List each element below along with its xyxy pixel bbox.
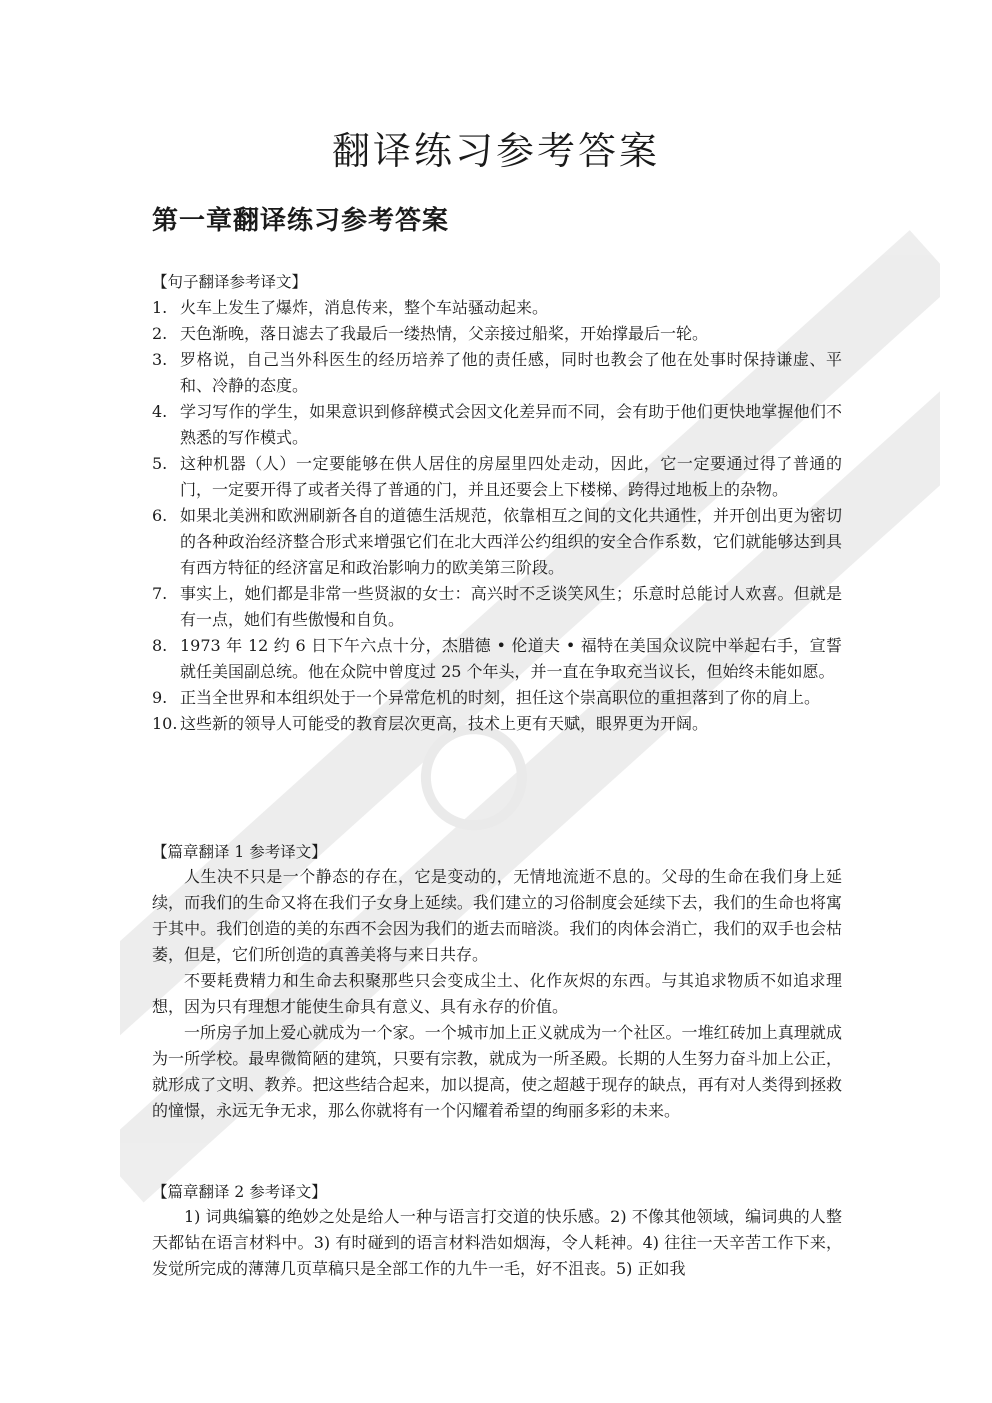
item-number: 10. bbox=[152, 714, 178, 733]
list-item bbox=[152, 399, 842, 451]
item-number: 7. bbox=[152, 584, 168, 603]
item-text: 如果北美洲和欧洲刷新各自的道德生活规范，依靠相互之间的文化共通性，并开创出更为密切的各种政治经济整合形式来增强它们在北大西洋公约组织的安全合作系数，它们就能够达到具有西方特征的经济富足和政治影响力的欧美第三阶段。 bbox=[180, 506, 842, 577]
paragraph: 一所房子加上爱心就成为一个家。一个城市加上正义就成为一个社区。一堆红砖加上真理就成为一所学校。最卑微简陋的建筑，只要有宗教，就成为一所圣殿。长期的人生努力奋斗加上公正，就形成了文明、教养。把这些结合起来，加以提高，使之超越于现存的缺点，再有对人类得到拯救的憧憬，永远无争无求，那么你就将有一个闪耀着希望的绚丽多彩的未来。 bbox=[152, 1023, 842, 1120]
list-item bbox=[152, 295, 842, 321]
item-number: 1. bbox=[152, 298, 168, 317]
item-text: 罗格说，自己当外科医生的经历培养了他的责任感，同时也教会了他在处事时保持谦虚、平和、冷静的态度。 bbox=[180, 350, 842, 395]
item-number: 9. bbox=[152, 688, 168, 707]
item-number: 8. bbox=[152, 636, 168, 655]
passage1-label: 【篇章翻译 1 参考译文】 bbox=[152, 843, 327, 861]
paragraph: 不要耗费精力和生命去积聚那些只会变成尘土、化作灰烬的东西。与其追求物质不如追求理想，因为只有理想才能使生命具有意义、具有永存的价值。 bbox=[152, 971, 842, 1016]
list-item bbox=[152, 503, 842, 581]
item-number: 6. bbox=[152, 506, 168, 525]
list-item bbox=[152, 633, 842, 685]
passage2-label: 【篇章翻译 2 参考译文】 bbox=[152, 1183, 327, 1201]
item-number: 4. bbox=[152, 402, 168, 421]
paragraph: 人生决不只是一个静态的存在，它是变动的，无情地流逝不息的。父母的生命在我们身上延续，而我们的生命又将在我们子女身上延续。我们建立的习俗制度会延续下去，我们的生命也将寓于其中。我们创造的美的东西不会因为我们的逝去而暗淡。我们的肉体会消亡，我们的双手也会枯萎，但是，它们所创造的真善美将与来日共存。 bbox=[152, 867, 842, 964]
list-item bbox=[152, 711, 842, 737]
item-text: 学习写作的学生，如果意识到修辞模式会因文化差异而不同，会有助于他们更快地掌握他们不熟悉的写作模式。 bbox=[180, 402, 842, 447]
item-text: 天色渐晚，落日滤去了我最后一缕热情，父亲接过船桨，开始撑最后一轮。 bbox=[180, 324, 709, 343]
list-item bbox=[152, 685, 842, 711]
sentence-list bbox=[152, 295, 842, 737]
chapter-title: 第一章翻译练习参考答案 bbox=[152, 206, 450, 236]
list-item bbox=[152, 581, 842, 633]
item-text: 事实上，她们都是非常一些贤淑的女士：高兴时不乏谈笑风生；乐意时总能讨人欢喜。但就是有一点，她们有些傲慢和自负。 bbox=[180, 584, 842, 629]
item-text: 正当全世界和本组织处于一个异常危机的时刻，担任这个崇高职位的重担落到了你的肩上。 bbox=[180, 688, 821, 707]
item-number: 5. bbox=[152, 454, 168, 473]
item-text: 火车上发生了爆炸，消息传来，整个车站骚动起来。 bbox=[180, 298, 549, 317]
document-title: 翻译练习参考答案 bbox=[331, 129, 660, 173]
list-item bbox=[152, 321, 842, 347]
sentence-section-label: 【句子翻译参考译文】 bbox=[152, 273, 308, 291]
paragraph: 1) 词典编纂的绝妙之处是给人一种与语言打交道的快乐感。2) 不像其他领域，编词典的人整天都钻在语言材料中。3) 有时碰到的语言材料浩如烟海，令人耗神。4) 往往一天辛苦工作下来，发觉所完成的薄薄几页草稿只是全部工作的九牛一毛，好不沮丧。5) 正如我 bbox=[152, 1207, 842, 1278]
item-text: 1973 年 12 约 6 日下午六点十分，杰腊德 • 伦道夫 • 福特在美国众议院中举起右手，宣誓就任美国副总统。他在众院中曾度过 25 个年头，并一直在争取充当议长，但始终未能如愿。 bbox=[180, 636, 842, 681]
item-number: 3. bbox=[152, 350, 168, 369]
list-item bbox=[152, 347, 842, 399]
passage2-body bbox=[152, 1204, 842, 1282]
passage1-body bbox=[152, 864, 842, 1124]
item-text: 这些新的领导人可能受的教育层次更高，技术上更有天赋，眼界更为开阔。 bbox=[180, 714, 709, 733]
item-number: 2. bbox=[152, 324, 168, 343]
item-text: 这种机器（人）一定要能够在供人居住的房屋里四处走动，因此，它一定要通过得了普通的门，一定要开得了或者关得了普通的门，并且还要会上下楼梯、跨得过地板上的杂物。 bbox=[180, 454, 842, 499]
list-item bbox=[152, 451, 842, 503]
